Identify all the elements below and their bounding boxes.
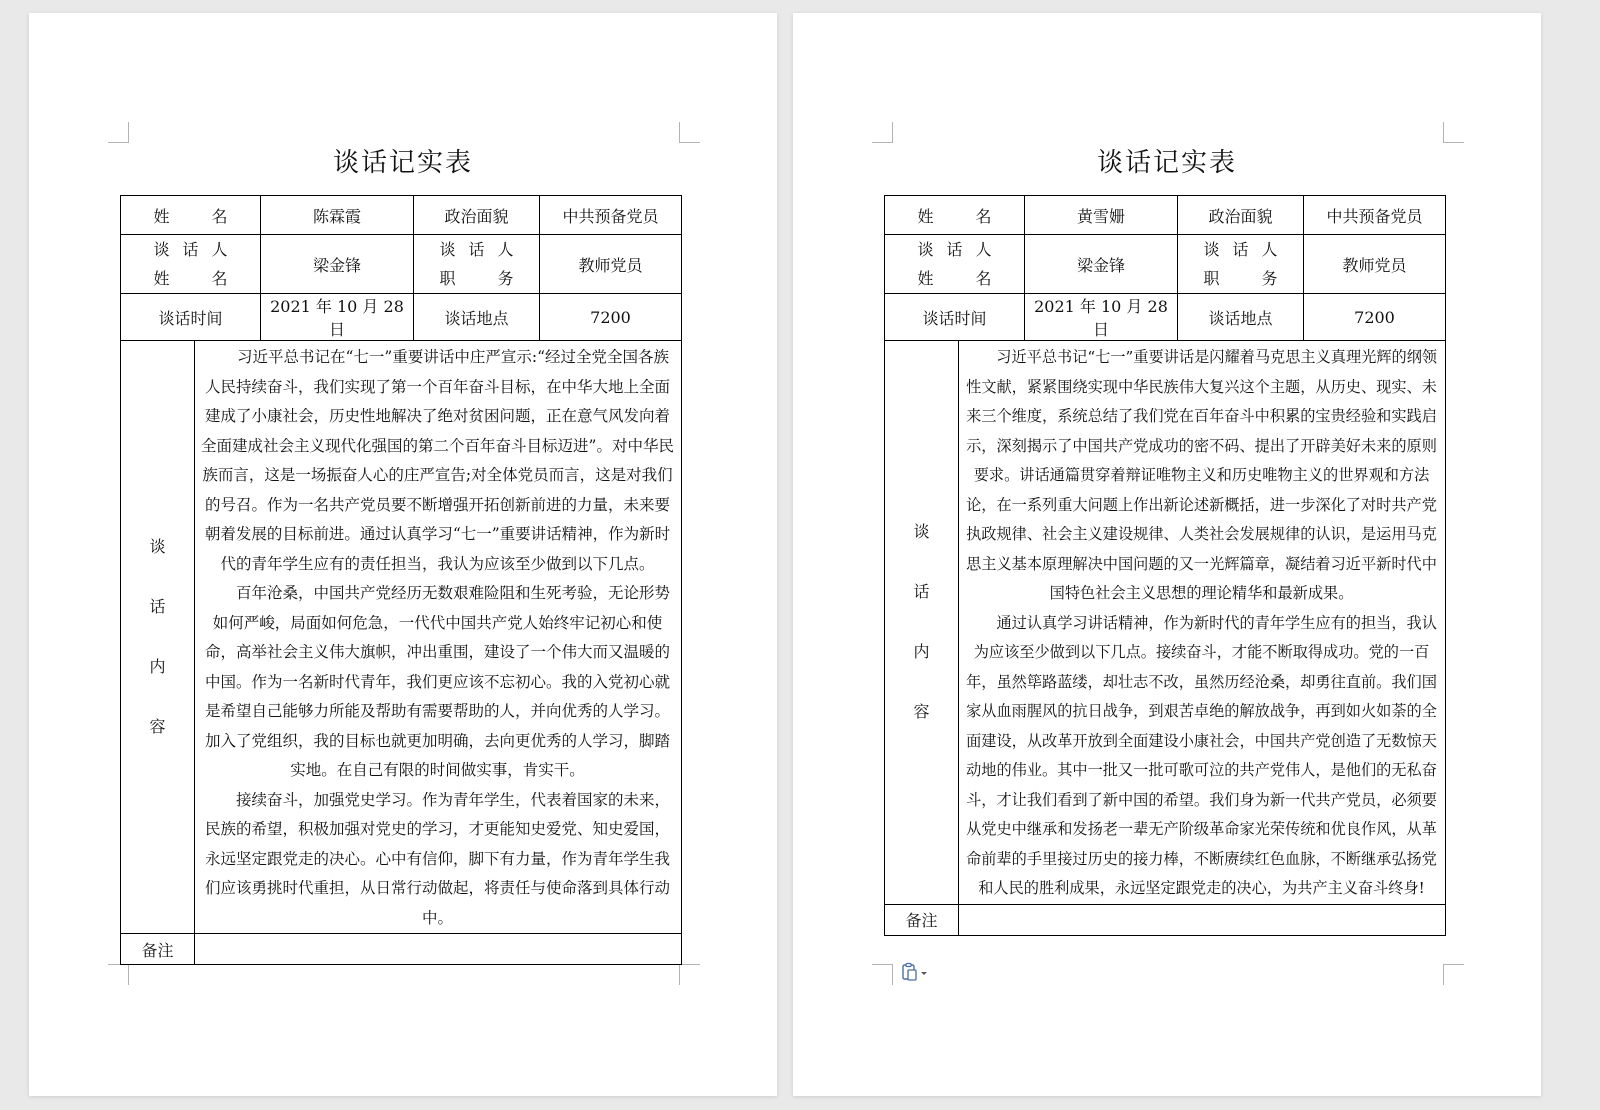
politics-label-cell[interactable] <box>1178 196 1304 235</box>
content-label-char: 容 <box>913 702 930 722</box>
record-table <box>884 195 1446 936</box>
corner-mark <box>1443 122 1464 143</box>
place-value: 7200 <box>590 307 631 327</box>
name-label: 姓 名 <box>917 206 992 226</box>
name-value: 黄雪姗 <box>1076 206 1125 226</box>
politics-label-cell[interactable] <box>414 196 540 235</box>
content-text-cell[interactable] <box>195 341 682 934</box>
note-label: 备注 <box>141 940 174 960</box>
corner-mark <box>108 122 129 143</box>
corner-mark <box>108 964 129 985</box>
content-label-char: 话 <box>149 597 166 616</box>
time-value: 2021 年 10 月 28 日 <box>1034 297 1168 339</box>
politics-value: 中共预备党员 <box>562 206 659 226</box>
talker-label-line1: 谈 话 人 <box>917 240 992 259</box>
talker-label-line1: 谈 话 人 <box>153 240 228 259</box>
place-value: 7200 <box>1354 307 1395 327</box>
content-label <box>912 502 932 742</box>
content-label-cell[interactable] <box>885 341 959 905</box>
place-label-cell[interactable] <box>1178 294 1304 341</box>
content-paragraph: 接续奋斗，加强党史学习。作为青年学生，代表着国家的未来，民族的希望，积极加强对党史的学习，才更能知史爱党、知史爱国，永远坚定跟党走的决心。心中有信仰，脚下有力量，作为青年学生我们应该勇挑时代重担，从日常行动做起，将责任与使命落到具体行动中。 <box>204 790 670 927</box>
place-label-cell[interactable] <box>414 294 540 341</box>
name-value: 陈霖霞 <box>312 206 361 226</box>
politics-value: 中共预备党员 <box>1326 206 1423 226</box>
talker-label-line2: 姓 名 <box>917 269 992 288</box>
talker-position-value: 教师党员 <box>1342 255 1407 275</box>
corner-mark <box>679 964 700 985</box>
time-label: 谈话时间 <box>922 308 987 328</box>
content-label-char: 谈 <box>913 522 930 542</box>
name-label-cell[interactable] <box>885 196 1025 235</box>
note-value-cell[interactable] <box>195 934 682 965</box>
content-label-char: 容 <box>149 717 166 736</box>
note-label: 备注 <box>905 911 938 930</box>
document-title: 谈话记实表 <box>1096 148 1237 178</box>
place-value-cell[interactable] <box>540 294 682 341</box>
talker-position-label-line2: 职 务 <box>1203 269 1278 288</box>
note-label-cell[interactable] <box>885 904 959 935</box>
talker-position-value-cell[interactable] <box>540 235 682 294</box>
content-label-char: 内 <box>913 642 930 662</box>
document-page-2 <box>793 13 1541 1096</box>
note-label-cell[interactable] <box>121 934 195 965</box>
talker-position-value: 教师党员 <box>578 255 643 275</box>
corner-mark <box>872 122 893 143</box>
talker-value-cell[interactable] <box>261 235 414 294</box>
clipboard-icon <box>901 962 931 982</box>
politics-value-cell[interactable] <box>1304 196 1446 235</box>
name-label-cell[interactable] <box>121 196 261 235</box>
talker-label-line2: 姓 名 <box>153 269 228 288</box>
content-label-char: 话 <box>913 582 930 602</box>
talker-label-cell[interactable] <box>885 235 1025 294</box>
talker-value-cell[interactable] <box>1025 235 1178 294</box>
corner-mark <box>872 964 893 985</box>
content-label <box>148 517 168 757</box>
document-page-1 <box>29 13 777 1096</box>
time-label: 谈话时间 <box>158 308 223 328</box>
talker-position-label-line1: 谈 话 人 <box>439 240 514 259</box>
name-label: 姓 名 <box>153 206 228 226</box>
place-label: 谈话地点 <box>444 308 509 328</box>
corner-mark <box>1443 964 1464 985</box>
name-value-cell[interactable] <box>1025 196 1178 235</box>
time-label-cell[interactable] <box>885 294 1025 341</box>
content-paragraph: 习近平总书记“七一”重要讲话是闪耀着马克思主义真理光辉的纲领性文献，紧紧围绕实现中华民族伟大复兴这个主题，从历史、现实、未来三个维度，系统总结了我们党在百年奋斗中积累的宝贵经验和实践启示，深刻揭示了中国共产党成功的密不码、提出了开辟美好未来的原则要求。讲话通篇贯穿着辩证唯物主义和历史唯物主义的世界观和方法论，在一系列重大问题上作出新论述新概括，进一步深化了对时共产党执政规律、社会主义建设规律、人类社会发展规律的认识，是运用马克思主义基本原理解决中国问题的又一光辉篇章，凝结着习近平新时代中国特色社会主义思想的理论精华和最新成果。 <box>966 348 1438 602</box>
place-value-cell[interactable] <box>1304 294 1446 341</box>
note-value-cell[interactable] <box>959 904 1446 935</box>
record-table <box>120 195 682 965</box>
talker-position-label-line2: 职 务 <box>439 269 514 288</box>
content-label-cell[interactable] <box>121 341 195 934</box>
politics-label: 政治面貌 <box>444 206 509 226</box>
talker-value: 梁金锋 <box>312 255 361 275</box>
content-label-char: 内 <box>149 657 166 676</box>
talker-position-label-line1: 谈 话 人 <box>1203 240 1278 259</box>
content-text-cell[interactable] <box>959 341 1446 905</box>
talker-position-label-cell[interactable] <box>414 235 540 294</box>
content-paragraph: 习近平总书记在“七一”重要讲话中庄严宣示:“经过全党全国各族人民持续奋斗，我们实现了第一个百年奋斗目标，在中华大地上全面建成了小康社会，历史性地解决了绝对贫困问题，正在意气风发向着全面建成社会主义现代化强国的第二个百年奋斗目标迈进”。对中华民族而言，这是一场振奋人心的庄严宣告;对全体党员而言，这是对我们的号召。作为一名共产党员要不断增强开拓创新前进的力量，未来要朝着发展的目标前进。通过认真学习“七一”重要讲话精神，作为新时代的青年学生应有的责任担当，我认为应该至少做到以下几点。 <box>201 348 674 573</box>
document-title: 谈话记实表 <box>332 148 473 178</box>
paste-options-icon[interactable] <box>901 962 931 982</box>
time-value-cell[interactable] <box>261 294 414 341</box>
time-label-cell[interactable] <box>121 294 261 341</box>
talker-position-value-cell[interactable] <box>1304 235 1446 294</box>
talker-label-cell[interactable] <box>121 235 261 294</box>
content-label-char: 谈 <box>149 537 166 556</box>
politics-value-cell[interactable] <box>540 196 682 235</box>
name-value-cell[interactable] <box>261 196 414 235</box>
place-label: 谈话地点 <box>1208 308 1273 328</box>
talker-value: 梁金锋 <box>1076 255 1125 275</box>
time-value-cell[interactable] <box>1025 294 1178 341</box>
content-paragraph: 通过认真学习讲话精神，作为新时代的青年学生应有的担当，我认为应该至少做到以下几点。接续奋斗，才能不断取得成功。党的一百年，虽然筚路蓝缕，却壮志不改，虽然历经沧桑，却勇往直前。我们国家从血雨腥风的抗日战争，到艰苦卓绝的解放战争，再到如火如荼的全面建设，从改革开放到全面建设小康社会，中国共产党创造了无数惊天动地的伟业。其中一批又一批可歌可泣的共产党伟人，是他们的无私奋斗，才让我们看到了新中国的希望。我们身为新一代共产党员，必须要从党史中继承和发扬老一辈无产阶级革命家光荣传统和优良作风，从革命前辈的手里接过历史的接力棒，不断赓续红色血脉，不断继承弘扬党和人民的胜利成果，永远坚定跟党走的决心，为共产主义奋斗终身! <box>966 613 1437 897</box>
content-paragraph: 百年沧桑，中国共产党经历无数艰难险阻和生死考验，无论形势如何严峻，局面如何危急，一代代中国共产党人始终牢记初心和使命，高举社会主义伟大旗帜，冲出重围，建设了一个伟大而又温暖的中国。作为一名新时代青年，我们更应该不忘初心。我的入党初心就是希望自己能够力所能及帮助有需要帮助的人，并向优秀的人学习。加入了党组织，我的目标也就更加明确，去向更优秀的人学习，脚踏实地。在自己有限的时间做实事，肯实干。 <box>204 584 670 779</box>
politics-label: 政治面貌 <box>1208 206 1273 226</box>
time-value: 2021 年 10 月 28 日 <box>270 297 404 339</box>
talker-position-label-cell[interactable] <box>1178 235 1304 294</box>
corner-mark <box>679 122 700 143</box>
